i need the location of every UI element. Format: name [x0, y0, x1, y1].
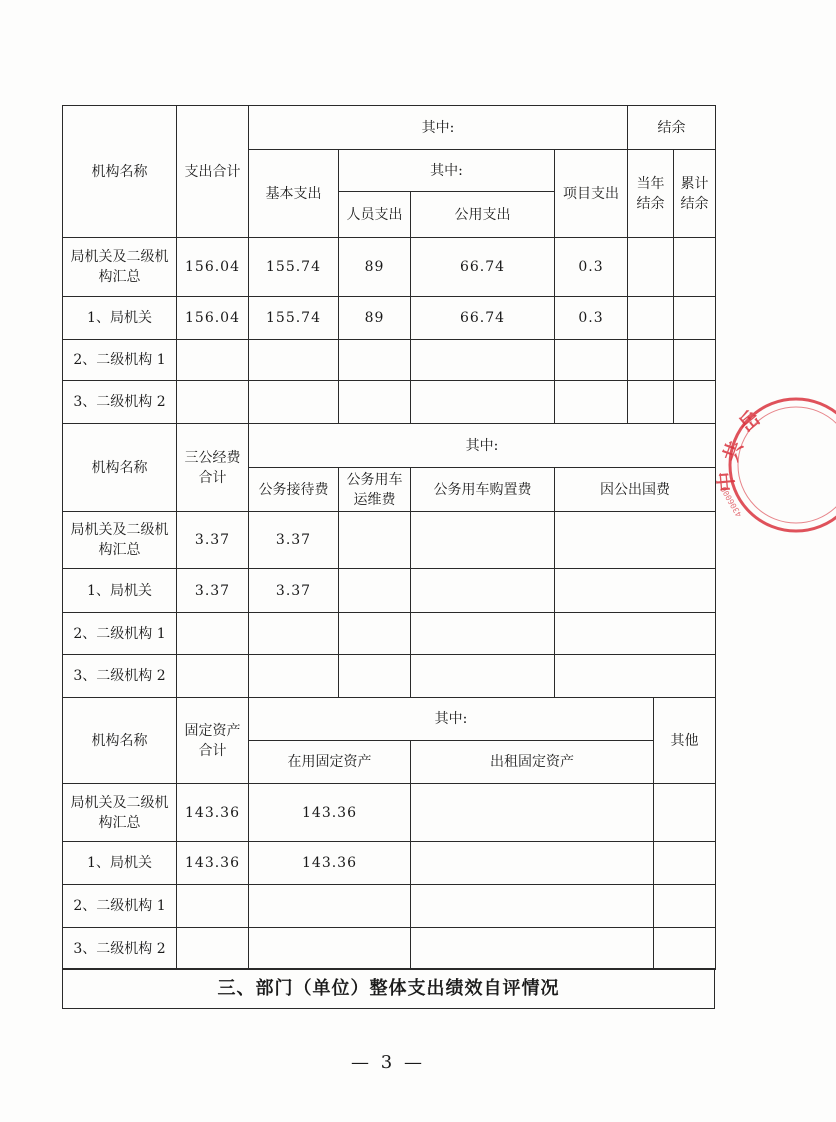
- cell-current-balance: [628, 381, 674, 424]
- table-row: [63, 238, 716, 297]
- table-row: [63, 512, 716, 569]
- header-balance: 结余: [628, 106, 716, 150]
- header-basic-of-which: 其中:: [339, 150, 555, 192]
- table-row: [63, 613, 716, 655]
- fixed-assets-table: [62, 697, 716, 970]
- cell-personnel: 89: [339, 297, 411, 340]
- header-vehicle-purchase: 公务用车购置费: [411, 468, 555, 512]
- row-name: 3、二级机构 2: [63, 928, 177, 970]
- section-heading: 三、部门（单位）整体支出绩效自评情况: [63, 969, 715, 1009]
- table-row: [63, 297, 716, 340]
- cell-other: [654, 842, 716, 885]
- cell-public: 66.74: [411, 238, 555, 297]
- header-org-name: 机构名称: [63, 424, 177, 512]
- cell-total: 156.04: [177, 297, 249, 340]
- header-in-use: 在用固定资产: [249, 741, 411, 784]
- table-row: [63, 885, 716, 928]
- row-name: 局机关及二级机构汇总: [63, 238, 177, 297]
- page-number: — 3 —: [351, 1052, 425, 1073]
- cell-project: [555, 340, 628, 381]
- svg-text:共: 共: [718, 437, 748, 465]
- section-heading-table: [62, 968, 715, 1009]
- cell-basic: [249, 340, 339, 381]
- expenditure-table: [62, 105, 716, 424]
- cell-total: 156.04: [177, 238, 249, 297]
- svg-text:岳: 岳: [733, 405, 765, 437]
- cell-accumulated-balance: [674, 297, 716, 340]
- cell-reception: [249, 655, 339, 698]
- cell-overseas: [555, 655, 716, 698]
- header-of-which: 其中:: [249, 424, 716, 468]
- cell-public: [411, 381, 555, 424]
- cell-current-balance: [628, 297, 674, 340]
- table-row: [63, 569, 716, 613]
- svg-text:4306000: 4306000: [719, 484, 744, 519]
- cell-vehicle-ops: [339, 613, 411, 655]
- table-row: [63, 381, 716, 424]
- cell-total: [177, 928, 249, 970]
- header-project: 项目支出: [555, 150, 628, 238]
- cell-other: [654, 784, 716, 842]
- cell-personnel: 89: [339, 238, 411, 297]
- cell-overseas: [555, 512, 716, 569]
- cell-total: [177, 885, 249, 928]
- cell-vehicle-purchase: [411, 569, 555, 613]
- table-row: [63, 928, 716, 970]
- cell-vehicle-ops: [339, 569, 411, 613]
- row-name: 2、二级机构 1: [63, 340, 177, 381]
- row-name: 局机关及二级机构汇总: [63, 512, 177, 569]
- header-current-year-balance: 当年结余: [628, 150, 674, 238]
- table-row: [63, 655, 716, 698]
- header-total: 固定资产合计: [177, 698, 249, 784]
- cell-reception: [249, 613, 339, 655]
- cell-total: [177, 381, 249, 424]
- cell-rented: [411, 842, 654, 885]
- row-name: 2、二级机构 1: [63, 613, 177, 655]
- cell-accumulated-balance: [674, 381, 716, 424]
- cell-other: [654, 928, 716, 970]
- cell-other: [654, 885, 716, 928]
- cell-accumulated-balance: [674, 238, 716, 297]
- header-personnel: 人员支出: [339, 192, 411, 238]
- header-vehicle-ops: 公务用车运维费: [339, 468, 411, 512]
- header-org-name: 机构名称: [63, 106, 177, 238]
- header-accumulated-balance: 累计结余: [674, 150, 716, 238]
- table-row: [63, 784, 716, 842]
- cell-project: [555, 381, 628, 424]
- cell-vehicle-ops: [339, 655, 411, 698]
- cell-overseas: [555, 569, 716, 613]
- three-public-expenses-table: [62, 423, 716, 698]
- cell-total: [177, 340, 249, 381]
- cell-vehicle-purchase: [411, 655, 555, 698]
- official-seal-icon: [713, 375, 836, 555]
- cell-total: 143.36: [177, 784, 249, 842]
- header-reception: 公务接待费: [249, 468, 339, 512]
- cell-rented: [411, 928, 654, 970]
- cell-overseas: [555, 613, 716, 655]
- cell-rented: [411, 784, 654, 842]
- header-of-which: 其中:: [249, 698, 654, 741]
- cell-vehicle-ops: [339, 512, 411, 569]
- cell-accumulated-balance: [674, 340, 716, 381]
- cell-total: [177, 655, 249, 698]
- header-rented: 出租固定资产: [411, 741, 654, 784]
- row-name: 3、二级机构 2: [63, 655, 177, 698]
- cell-personnel: [339, 381, 411, 424]
- cell-current-balance: [628, 340, 674, 381]
- row-name: 1、局机关: [63, 297, 177, 340]
- cell-basic: 155.74: [249, 297, 339, 340]
- cell-total: 143.36: [177, 842, 249, 885]
- row-name: 3、二级机构 2: [63, 381, 177, 424]
- cell-total: 3.37: [177, 569, 249, 613]
- table-row: [63, 842, 716, 885]
- cell-in-use: 143.36: [249, 784, 411, 842]
- cell-personnel: [339, 340, 411, 381]
- cell-public: [411, 340, 555, 381]
- cell-rented: [411, 885, 654, 928]
- cell-vehicle-purchase: [411, 512, 555, 569]
- header-overseas: 因公出国费: [555, 468, 716, 512]
- cell-basic: 155.74: [249, 238, 339, 297]
- header-public: 公用支出: [411, 192, 555, 238]
- row-name: 1、局机关: [63, 569, 177, 613]
- cell-project: 0.3: [555, 297, 628, 340]
- row-name: 局机关及二级机构汇总: [63, 784, 177, 842]
- cell-total: 3.37: [177, 512, 249, 569]
- table-row: [63, 340, 716, 381]
- cell-in-use: [249, 885, 411, 928]
- row-name: 1、局机关: [63, 842, 177, 885]
- cell-public: 66.74: [411, 297, 555, 340]
- header-org-name: 机构名称: [63, 698, 177, 784]
- cell-total: [177, 613, 249, 655]
- cell-in-use: 143.36: [249, 842, 411, 885]
- row-name: 2、二级机构 1: [63, 885, 177, 928]
- cell-reception: 3.37: [249, 512, 339, 569]
- cell-current-balance: [628, 238, 674, 297]
- header-total: 支出合计: [177, 106, 249, 238]
- header-basic: 基本支出: [249, 150, 339, 238]
- cell-reception: 3.37: [249, 569, 339, 613]
- cell-vehicle-purchase: [411, 613, 555, 655]
- header-other: 其他: [654, 698, 716, 784]
- header-total: 三公经费合计: [177, 424, 249, 512]
- cell-project: 0.3: [555, 238, 628, 297]
- cell-basic: [249, 381, 339, 424]
- svg-text:中: 中: [713, 470, 739, 493]
- cell-in-use: [249, 928, 411, 970]
- header-of-which: 其中:: [249, 106, 628, 150]
